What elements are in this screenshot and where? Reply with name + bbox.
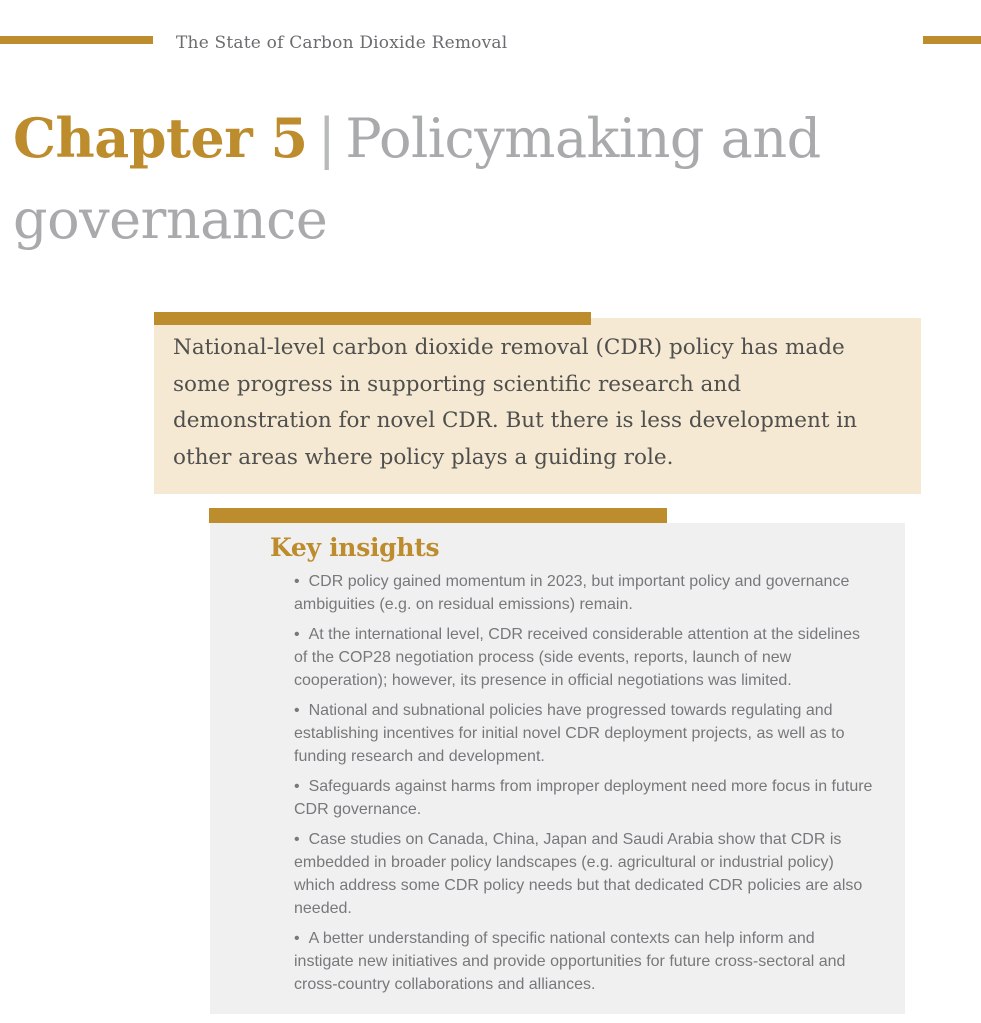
list-item-text: A better understanding of specific national contexts can help inform and instigate new initiatives and provide opportunities for future cross-sectoral and cross-country collaborations and alliances.	[294, 930, 846, 993]
bullet-icon: •	[294, 831, 300, 848]
key-insights-list	[270, 570, 875, 996]
summary-accent-bar	[154, 312, 591, 325]
list-item	[294, 699, 875, 768]
header-rule-left	[0, 36, 153, 44]
list-item	[294, 828, 875, 920]
bullet-icon: •	[294, 778, 300, 795]
key-insights-heading: Key insights	[270, 533, 440, 562]
bullet-icon: •	[294, 573, 300, 590]
list-item-text: At the international level, CDR received considerable attention at the sidelines of the COP28 negotiation process (side events, reports, launch of new cooperation); however, its presence in official negotiations was limited.	[294, 626, 861, 689]
summary-callout	[154, 318, 921, 494]
list-item	[294, 570, 875, 616]
chapter-title-line2	[13, 179, 821, 260]
chapter-name-part1: Policymaking and	[345, 107, 821, 170]
key-insights-box	[210, 523, 905, 1014]
list-item	[294, 623, 875, 692]
list-item-text: National and subnational policies have progressed towards regulating and establishing incentives for initial novel CDR deployment projects, as well as to funding research and development.	[294, 702, 845, 765]
bullet-icon: •	[294, 626, 300, 643]
header-rule-right	[923, 36, 981, 44]
list-item-text: Case studies on Canada, China, Japan and Saudi Arabia show that CDR is embedded in broader policy landscapes (e.g. agricultural or industrial policy) which address some CDR policy needs but that dedicated CDR policies are also needed.	[294, 831, 863, 917]
title-separator: |	[317, 107, 336, 170]
chapter-name-part2: governance	[13, 188, 328, 251]
list-item-text: Safeguards against harms from improper deployment need more focus in future CDR governance.	[294, 778, 873, 818]
list-item-text: CDR policy gained momentum in 2023, but important policy and governance ambiguities (e.g. on residual emissions) remain.	[294, 573, 850, 613]
chapter-title	[13, 98, 821, 260]
insights-accent-bar	[209, 508, 667, 523]
bullet-icon: •	[294, 702, 300, 719]
running-header: The State of Carbon Dioxide Removal	[176, 33, 508, 53]
list-item	[294, 927, 875, 996]
list-item	[294, 775, 875, 821]
summary-text: National-level carbon dioxide removal (CDR) policy has made some progress in supporting scientific research and demonstration for novel CDR. But there is less development in other areas where policy plays a guiding role.	[173, 335, 858, 470]
chapter-title-line1	[13, 98, 821, 179]
bullet-icon: •	[294, 930, 300, 947]
chapter-number: Chapter 5	[13, 106, 308, 170]
